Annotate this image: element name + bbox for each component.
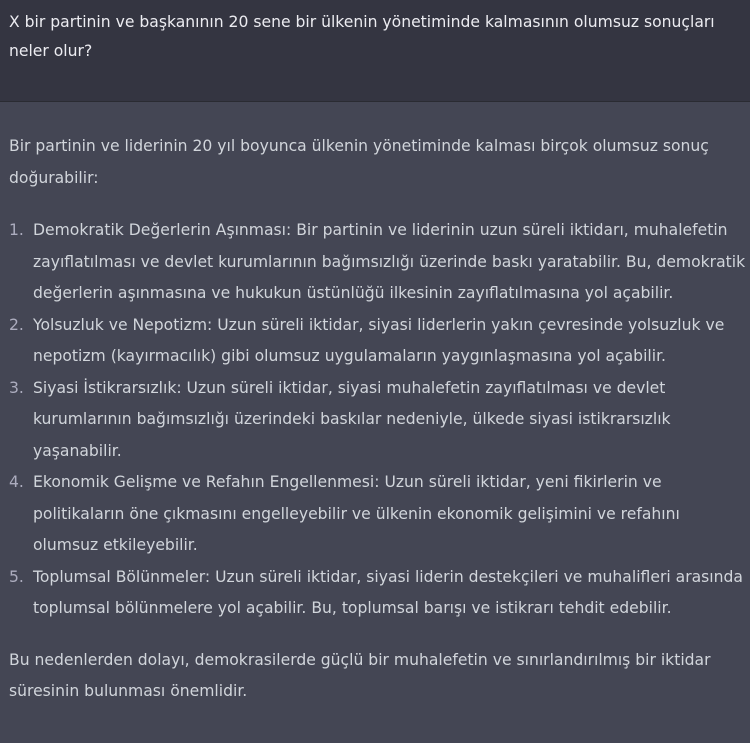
- user-message: [0, 0, 750, 102]
- assistant-conclusion: Bu nedenlerden dolayı, demokrasilerde güçlü bir muhalefetin ve sınırlandırılmış bir iktidar süresinin bulunması önemlidir.: [9, 650, 711, 700]
- list-item-number: 4.: [9, 473, 24, 491]
- list-item-text: Ekonomik Gelişme ve Refahın Engellenmesi: Uzun süreli iktidar, yeni fikirlerin ve politikaların öne çıkmasını engelleyebilir ve ülkenin ekonomik gelişimini ve refahını olumsuz etkileyebilir.: [33, 473, 680, 554]
- list-item: [9, 467, 747, 562]
- list-item-number: 2.: [9, 315, 24, 334]
- list-item-text: Demokratik Değerlerin Aşınması: Bir partinin ve liderinin uzun süreli iktidarı, muhalefetin zayıflatılması ve devlet kurumlarının bağımsızlığı üzerinde baskı yaratabilir. Bu, demokratik değerlerin aşınmasına ve hukukun üstünlüğü ilkesinin zayıflatılmasına yol açabilir.: [33, 221, 746, 302]
- list-item: [9, 562, 747, 625]
- consequences-list: [9, 215, 747, 625]
- assistant-message: [0, 103, 750, 743]
- list-item-text: Yolsuzluk ve Nepotizm: Uzun süreli iktidar, siyasi liderlerin yakın çevresinde yolsuzluk ve nepotizm (kayırmacılık) gibi olumsuz uygulamaların yaygınlaşmasına yol açabilir.: [33, 315, 725, 365]
- list-item: [9, 215, 747, 310]
- list-item-text: Toplumsal Bölünmeler: Uzun süreli iktidar, siyasi liderin destekçileri ve muhalifleri arasında toplumsal bölünmelere yol açabilir. Bu, toplumsal barışı ve istikrarı tehdit edebilir.: [33, 567, 743, 617]
- list-item-number: 1.: [9, 221, 24, 239]
- user-message-text[interactable]: X bir partinin ve başkanının 20 sene bir ülkenin yönetiminde kalmasının olumsuz sonuçları neler olur?: [9, 13, 715, 60]
- list-item-number: 5.: [9, 567, 24, 586]
- list-item-number: 3.: [9, 378, 24, 397]
- assistant-message-body: [9, 131, 747, 708]
- list-item: [9, 310, 747, 373]
- list-item-text: Siyasi İstikrarsızlık: Uzun süreli iktidar, siyasi muhalefetin zayıflatılması ve devlet kurumlarının bağımsızlığı üzerindeki baskılar nedeniyle, ülkede siyasi istikrarsızlık yaşanabilir.: [33, 378, 671, 460]
- assistant-intro: Bir partinin ve liderinin 20 yıl boyunca ülkenin yönetiminde kalması birçok olumsuz sonuç doğurabilir:: [9, 137, 709, 187]
- list-item: [9, 373, 747, 468]
